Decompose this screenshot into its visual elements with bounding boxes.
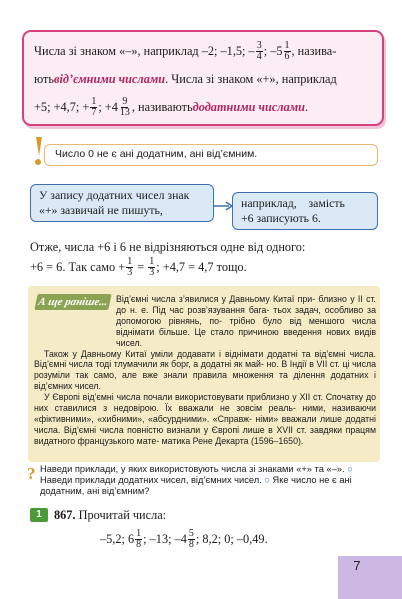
- fraction-denominator: 8: [136, 538, 142, 550]
- question-3: Яке число не є ані додатним, ані від’ємним?: [40, 475, 352, 497]
- exercise-numbers: [100, 526, 268, 552]
- fraction: [188, 529, 195, 550]
- rule-text: +6 записують 6.: [241, 211, 321, 225]
- exercise-number: 867.: [54, 508, 76, 522]
- history-badge: [34, 294, 111, 310]
- fraction-numerator: 3: [256, 39, 262, 51]
- definition-text: +5; +4,7; +: [34, 99, 90, 114]
- history-paragraph-2: Також у Давньому Китаї уміли додавати і віднімати додатні та від’ємні числа. Від’ємні числа тоді тлумачили як борг, а додатні як май- но. В Індії в VII ст. ці числа розуміли так само, але вже знали правила множення та ділення додатних і від’ємних чисел.: [34, 348, 376, 392]
- exercise-text: ; –13; –4: [143, 532, 187, 546]
- paragraph-text: ; +4,7 = 4,7 тощо.: [156, 260, 247, 274]
- fraction-denominator: 13: [119, 106, 130, 118]
- level-badge: 1: [30, 508, 48, 522]
- fraction-denominator: 4: [256, 50, 262, 62]
- question-2: Наведи приклади додатних чисел, від’ємних чисел.: [40, 475, 265, 486]
- history-text: [34, 294, 376, 447]
- paragraph-text: Отже, числа +6 і 6 не відрізняються одне від одного:: [30, 240, 306, 254]
- definition-line-3: [34, 93, 372, 121]
- question-1: Наведи приклади, у яких використовують числа зі знаками «+» та «–».: [40, 464, 345, 474]
- note-box: [44, 144, 378, 166]
- rule-text: наприклад, замість: [241, 196, 345, 210]
- rule-text: «+» зазвичай не пишуть,: [39, 203, 163, 217]
- rule-text: У запису додатних чисел знак: [39, 188, 190, 202]
- rule-box-left: [30, 184, 214, 222]
- fraction: [135, 529, 142, 550]
- fraction-numerator: 9: [122, 95, 128, 107]
- definition-text: ють: [34, 71, 55, 86]
- definition-text: , називають: [131, 99, 193, 114]
- exercise-text: ; 8,2; 0; –0,49.: [195, 532, 268, 546]
- definition-line-2: [34, 65, 372, 93]
- definition-line-1: [34, 37, 372, 65]
- bullet-icon: ○: [347, 464, 353, 474]
- fraction-numerator: 1: [149, 255, 155, 267]
- fraction-numerator: 1: [136, 527, 142, 539]
- fraction-denominator: 3: [149, 266, 155, 278]
- definition-text: . Числа зі знаком «+», наприклад: [165, 71, 337, 86]
- fraction-numerator: 1: [91, 95, 97, 107]
- rule-box-right: [232, 192, 378, 230]
- history-badge-label: А ще раніше...: [37, 296, 109, 308]
- fraction-denominator: 6: [284, 50, 290, 62]
- definition-text: Числа зі знаком «–», наприклад –2; –1,5; –: [34, 43, 255, 58]
- fraction-numerator: 5: [188, 527, 194, 539]
- paragraph-text: +6 = 6. Так само +: [30, 260, 126, 274]
- definition-text: ; +4: [98, 99, 118, 114]
- page-number: 7: [353, 558, 361, 573]
- fraction-denominator: 3: [127, 266, 133, 278]
- questions-block: [40, 464, 384, 498]
- fraction: [119, 97, 131, 118]
- fraction: [256, 41, 263, 62]
- fraction-denominator: 8: [188, 538, 194, 550]
- term-positive-numbers: додатними числами: [192, 99, 306, 114]
- exercise-title: [54, 506, 166, 524]
- arrow-right-icon: [213, 201, 233, 211]
- paragraph-text: =: [134, 260, 148, 274]
- fraction-numerator: 1: [127, 255, 133, 267]
- fraction: [284, 41, 291, 62]
- definition-text: ; –5: [263, 43, 283, 58]
- svg-text:?: ?: [27, 464, 36, 482]
- fraction: [126, 257, 133, 278]
- exercise-text: –5,2; 6: [100, 532, 135, 546]
- note-text: Число 0 не є ані додатним, ані від’ємним.: [55, 148, 258, 160]
- bullet-icon: ○: [264, 475, 270, 486]
- fraction-denominator: 7: [91, 106, 97, 118]
- definition-box: [22, 30, 384, 126]
- term-negative-numbers: від’ємними числами: [54, 71, 166, 86]
- fraction-numerator: 1: [284, 39, 290, 51]
- exercise-prompt: Прочитай числа:: [75, 508, 167, 522]
- definition-text: .: [305, 99, 309, 114]
- history-paragraph-1: Від’ємні числа з’явилися у Давньому Китаї при- близно у ІІ ст. до н. е. Під час розв’язування бага- тьох задач, особливо за допомогою рівнянь, по- трібно було від меншого числа віднімати більше. Це стало причиною введення нових видів чисел.: [116, 294, 376, 348]
- paragraph-line-2: [30, 256, 378, 278]
- definition-text: , назива-: [291, 43, 337, 58]
- fraction: [148, 257, 155, 278]
- fraction: [90, 97, 97, 118]
- paragraph-line-1: [30, 236, 378, 258]
- history-paragraph-3: У Європі від’ємні числа почали використовувати приблизно у XII ст. Спочатку до них ставилися з недовірою. Їх вважали не зовсім реаль- ними, називаючи «фіктивними», «хибними», «абсурдними». «Справж- німи» вважали лише додатні числа. Від’ємні числа повністю визнали у Європі лише в XVII ст. завдяки працям видатного французького мате- матика Рене Декарта (1596–1650).: [34, 392, 376, 446]
- question-icon: [24, 464, 40, 482]
